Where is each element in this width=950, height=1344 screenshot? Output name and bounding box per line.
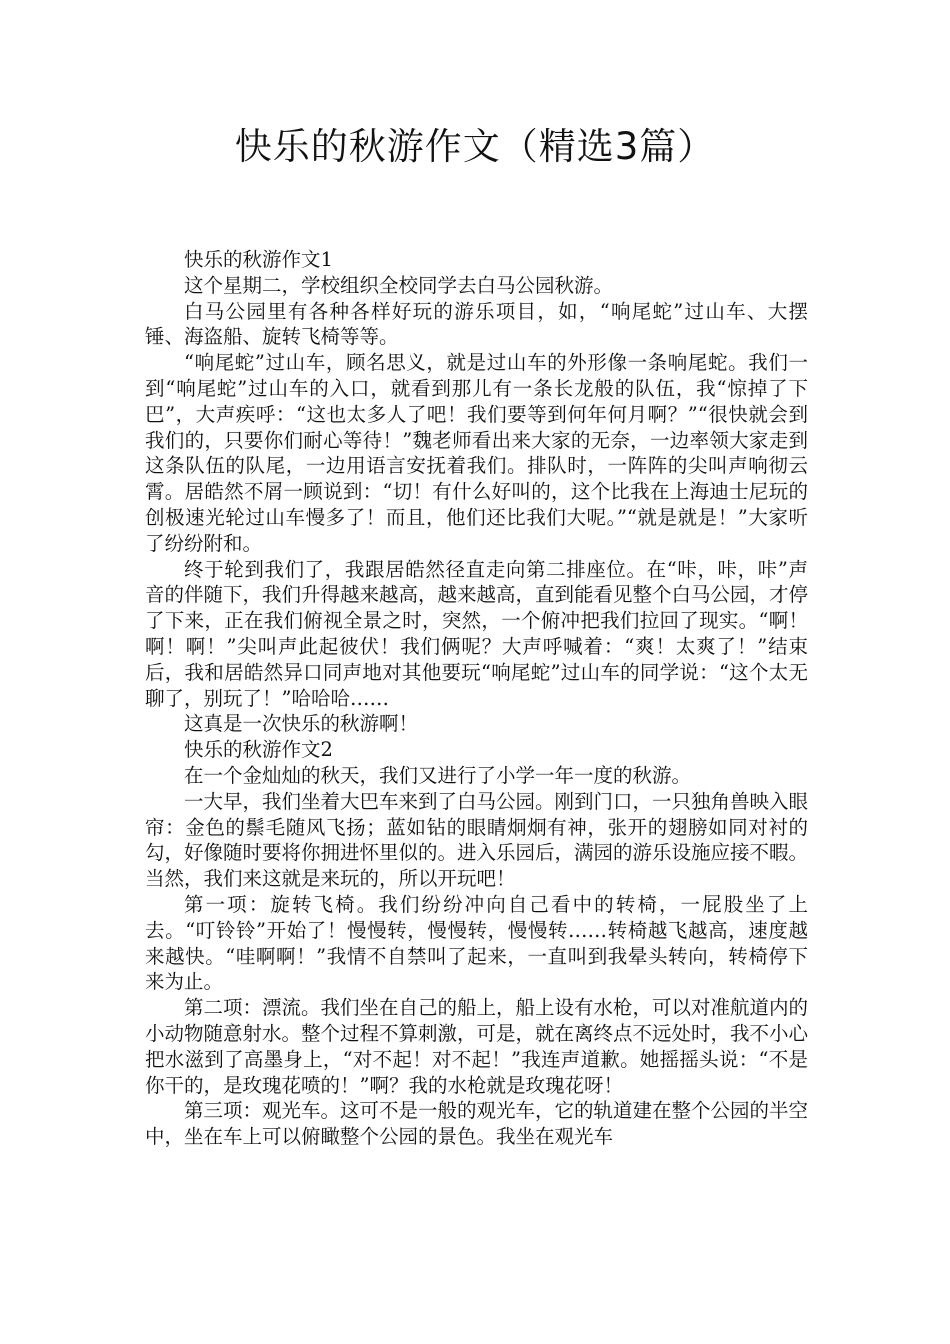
paragraph: 这个星期二，学校组织全校同学去白马公园秋游。 xyxy=(184,273,614,297)
section-heading-2: 快乐的秋游作文2 xyxy=(184,738,333,762)
paragraph: 终于轮到我们了，我跟居皓然径直走向第二排座位。在“咔，咔，咔”声音的伴随下，我们升得越来越高，越来越高，直到能看见整个白马公园，才停了下来，正在我们俯视全景之时，突然，一个俯冲把我们拉回了现实。“啊！啊！啊！”尖叫声此起彼伏！我们俩呢？大声呼喊着：“爽！太爽了！”结束后，我和居皓然异口同声地对其他要玩“响尾蛇”过山车的同学说：“这个太无聊了，别玩了！”哈哈哈…… xyxy=(145,557,809,710)
paragraph: 这真是一次快乐的秋游啊！ xyxy=(184,712,419,736)
paragraph: 第三项：观光车。这可不是一般的观光车，它的轨道建在整个公园的半空中，坐在车上可以俯瞰整个公园的景色。我坐在观光车 xyxy=(145,1099,809,1149)
document-body xyxy=(145,247,808,1150)
paragraph: 第一项：旋转飞椅。我们纷纷冲向自己看中的转椅，一屁股坐了上去。“叮铃铃”开始了！慢慢转，慢慢转，慢慢转……转椅越飞越高，速度越来越快。“哇啊啊！”我情不自禁叫了起来，一直叫到我晕头转向，转椅停下来为止。 xyxy=(145,892,808,994)
paragraph: 一大早，我们坐着大巴车来到了白马公园。刚到门口，一只独角兽映入眼帘：金色的鬃毛随风飞扬；蓝如钻的眼睛炯炯有神，张开的翅膀如同对衬的勾，好像随时要将你拥进怀里似的。进入乐园后，满园的游乐设施应接不暇。当然，我们来这就是来玩的，所以开玩吧！ xyxy=(145,789,809,891)
paragraph: “响尾蛇”过山车，顾名思义，就是过山车的外形像一条响尾蛇。我们一到“响尾蛇”过山车的入口，就看到那儿有一条长龙般的队伍，我“惊掉了下巴”，大声疾呼：“这也太多人了吧！我们要等到何年何月啊？”“很快就会到我们的，只要你们耐心等待！”魏老师看出来大家的无奈，一边率领大家走到这条队伍的队尾，一边用语言安抚着我们。排队时，一阵阵的尖叫声响彻云霄。居皓然不屑一顾说到：“切！有什么好叫的，这个比我在上海迪士尼玩的创极速光轮过山车慢多了！而且，他们还比我们大呢。”“就是就是！”大家听了纷纷附和。 xyxy=(145,351,808,555)
document-title: 快乐的秋游作文（精选3篇） xyxy=(234,125,716,168)
paragraph: 第二项：漂流。我们坐在自己的船上，船上设有水枪，可以对准航道内的小动物随意射水。整个过程不算刺激，可是，就在离终点不远处时，我不小心把水滋到了高墨身上，“对不起！对不起！”我连声道歉。她摇摇头说：“不是你干的，是玫瑰花喷的！”啊？我的水枪就是玫瑰花呀！ xyxy=(145,996,809,1097)
section-heading-1: 快乐的秋游作文1 xyxy=(184,248,333,271)
paragraph: 在一个金灿灿的秋天，我们又进行了小学一年一度的秋游。 xyxy=(184,763,692,787)
paragraph: 白马公园里有各种各样好玩的游乐项目，如，“响尾蛇”过山车、大摆锤、海盗船、旋转飞椅等等。 xyxy=(145,299,808,349)
